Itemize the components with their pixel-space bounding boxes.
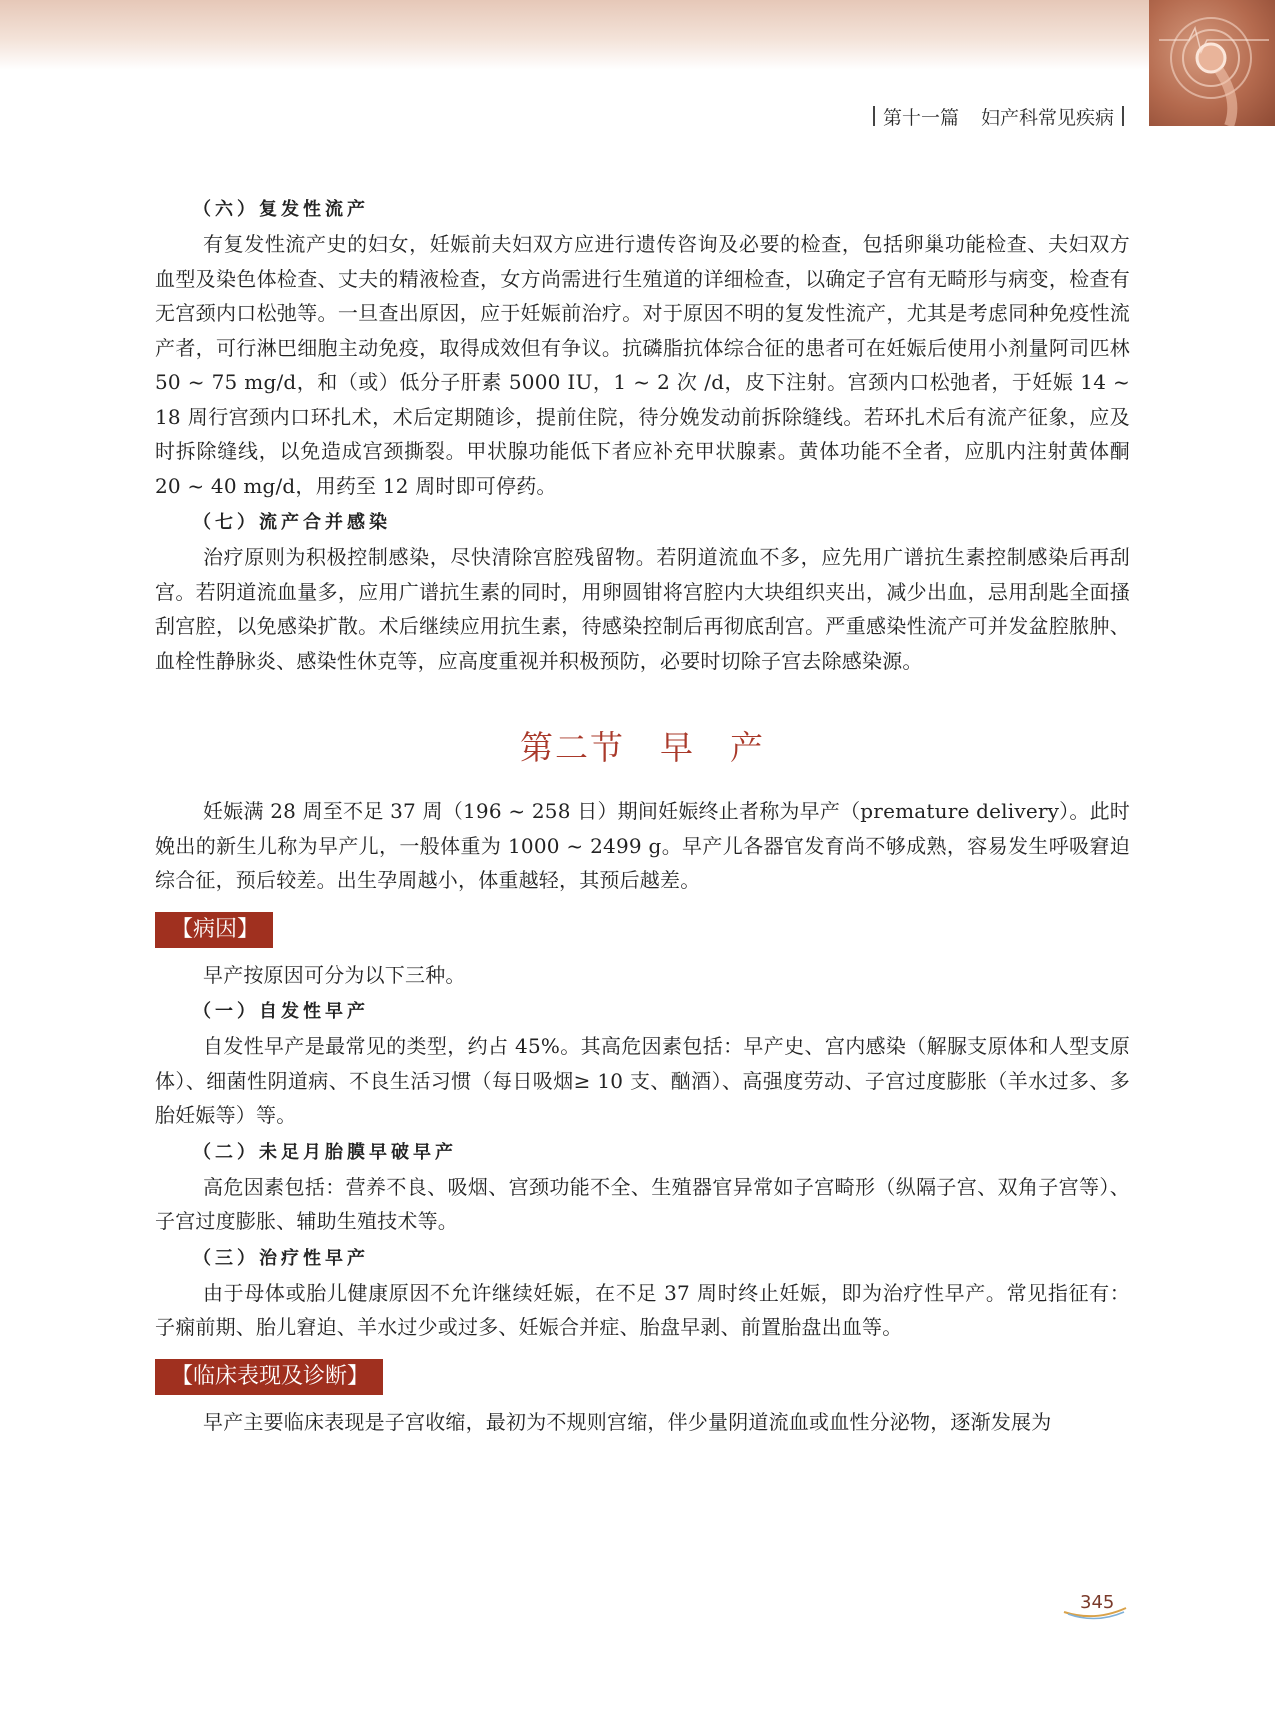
header-part: 第十一篇 [882,106,959,129]
subheading-pprom: （二）未足月胎膜早破早产 [193,1141,457,1163]
tag-etiology: 【病因】 [155,912,273,948]
paragraph: 妊娠满 28 周至不足 37 周（196 ~ 258 日）期间妊娠终止者称为早产（premature delivery）。此时娩出的新生儿称为早产儿，一般体重为 1000 ~ 2499 g。早产儿各器官发育尚不够成熟，容易发生呼吸窘迫综合征，预后较差。出生孕周越小，体重越轻，其预后越差。 [155,799,1130,892]
paragraph: 早产按原因可分为以下三种。 [203,962,466,987]
header-bar-right [1122,106,1124,126]
subheading-therapeutic: （三）治疗性早产 [193,1247,369,1269]
running-header [865,103,1132,129]
paragraph: 高危因素包括：营养不良、吸烟、宫颈功能不全、生殖器官异常如子宫畸形（纵隔子宫、双角子宫等）、子宫过度膨胀、辅助生殖技术等。 [155,1174,1130,1233]
subheading-infected-abortion: （七）流产合并感染 [193,512,391,533]
paragraph: 有复发性流产史的妇女，妊娠前夫妇双方应进行遗传咨询及必要的检查，包括卵巢功能检查、夫妇双方血型及染色体检查、丈夫的精液检查，女方尚需进行生殖道的详细检查，以确定子宫有无畸形与病变，检查有无宫颈内口松弛等。一旦查出原因，应于妊娠前治疗。对于原因不明的复发性流产，尤其是考虑同种免疫性流产者，可行淋巴细胞主动免疫，取得成效但有争议。抗磷脂抗体综合征的患者可在妊娠后使用小剂量阿司匹林 50 ~ 75 mg/d，和（或）低分子肝素 5000 IU，1 ~ 2 次 /d，皮下注射。宫颈内口松弛者，于妊娠 14 ~ 18 周行宫颈内口环扎术，术后定期随诊，提前住院，待分娩发动前拆除缝线。若环扎术后有流产征象，应及时拆除缝线，以免造成宫颈撕裂。甲状腺功能低下者应补充甲状腺素。黄体功能不全者，应肌内注射黄体酮 20 ~ 40 mg/d，用药至 12 周时即可停药。 [155,232,1130,498]
section-title: 第二节 早 产 [520,728,765,767]
paragraph: 治疗原则为积极控制感染，尽快清除宫腔残留物。若阴道流血不多，应先用广谱抗生素控制感染后再刮宫。若阴道流血量多，应用广谱抗生素的同时，用卵圆钳将宫腔内大块组织夹出，减少出血，忌用刮匙全面搔刮宫腔，以免感染扩散。术后继续应用抗生素，待感染控制后再彻底刮宫。严重感染性流产可并发盆腔脓肿、血栓性静脉炎、感染性休克等，应高度重视并积极预防，必要时切除子宫去除感染源。 [155,545,1130,673]
stethoscope-photo-icon [1149,0,1275,126]
tag-clinical-diagnosis: 【临床表现及诊断】 [155,1359,383,1395]
page-number: 345 [1080,1592,1115,1613]
paragraph: 自发性早产是最常见的类型，约占 45%。其高危因素包括：早产史、宫内感染（解脲支原体和人型支原体）、细菌性阴道病、不良生活习惯（每日吸烟≥ 10 支、酗酒）、高强度劳动、子宫过度膨胀（羊水过多、多胎妊娠等）等。 [155,1034,1130,1127]
header-title: 妇产科常见疾病 [980,106,1114,129]
header-bar-left [873,106,875,126]
paragraph: 早产主要临床表现是子宫收缩，最初为不规则宫缩，伴少量阴道流血或血性分泌物，逐渐发展为 [203,1409,1052,1434]
paragraph: 由于母体或胎儿健康原因不允许继续妊娠，在不足 37 周时终止妊娠，即为治疗性早产。常见指征有：子痫前期、胎儿窘迫、羊水过少或过多、妊娠合并症、胎盘早剥、前置胎盘出血等。 [155,1280,1130,1339]
top-decorative-band [0,0,1275,70]
subheading-spontaneous: （一）自发性早产 [193,1001,369,1022]
page-body [155,190,1130,1439]
subheading-recurrent-abortion: （六）复发性流产 [193,199,369,220]
